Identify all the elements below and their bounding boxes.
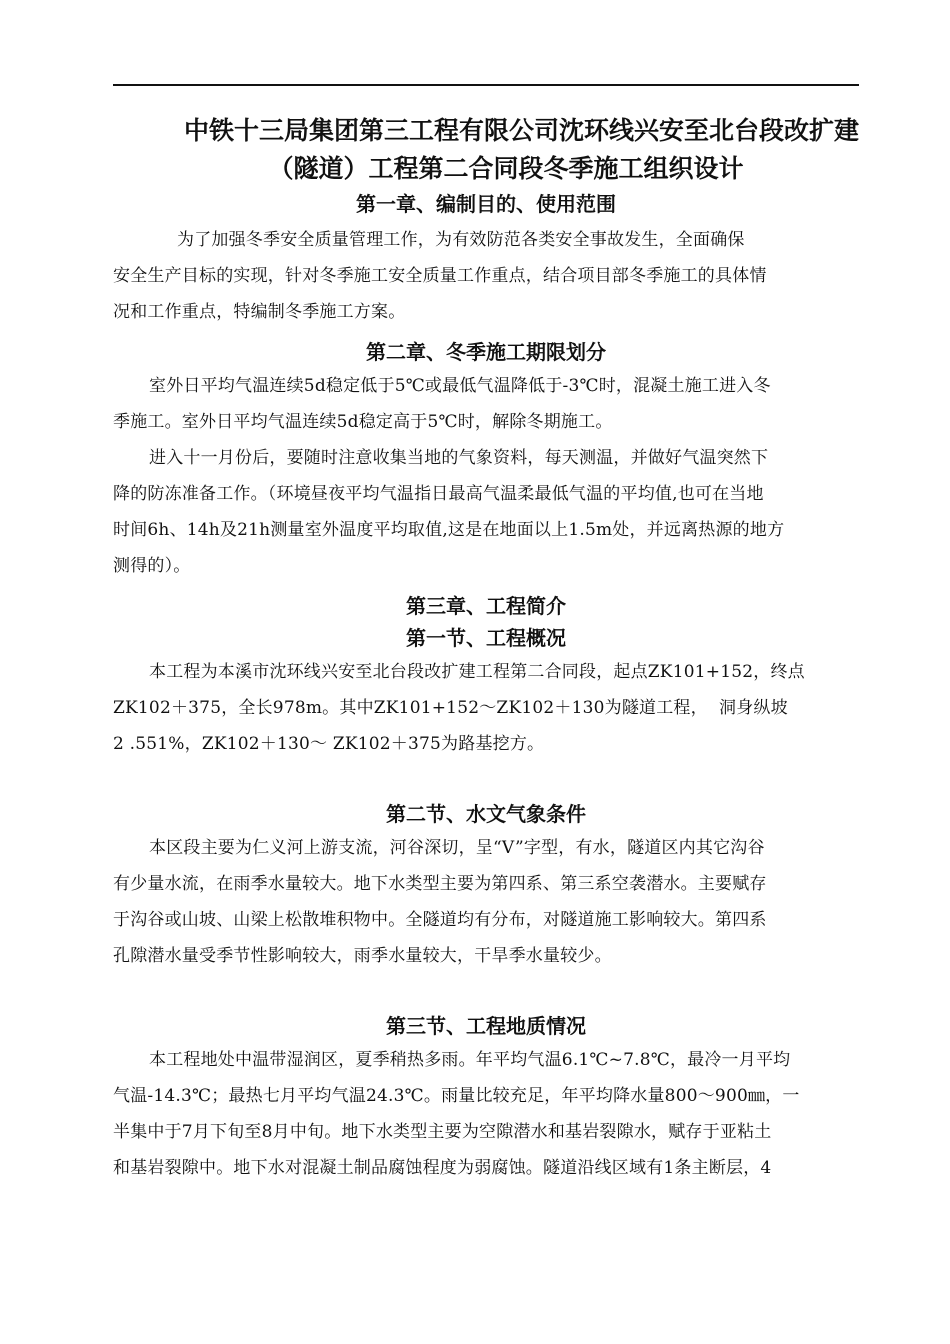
paragraph-line: 降的防冻准备工作。（环境昼夜平均气温指日最高气温柔最低气温的平均值,也可在当地 (113, 484, 764, 504)
paragraph-line: 孔隙潜水量受季节性影响较大，雨季水量较大，干旱季水量较少。 (113, 946, 612, 966)
paragraph-line: 测得的）。 (113, 556, 191, 576)
paragraph-line: 季施工。室外日平均气温连续5d稳定高于5℃时，解除冬期施工。 (113, 412, 613, 432)
paragraph-line: 时间6h、14h及21h测量室外温度平均取值,这是在地面以上1.5m处，并远离热源的地方 (113, 520, 785, 540)
paragraph-line: 本工程为本溪市沈环线兴安至北台段改扩建工程第二合同段，起点ZK101+152，终点 (149, 662, 805, 682)
chapter-3-heading: 第三章、工程简介 (406, 594, 566, 618)
paragraph-line: 气温-14.3℃；最热七月平均气温24.3℃。雨量比较充足，年平均降水量800～900㎜，一 (113, 1086, 800, 1106)
chapter-2-paragraph-1 (113, 368, 859, 440)
paragraph-line: 于沟谷或山坡、山梁上松散堆积物中。全隧道均有分布，对隧道施工影响较大。第四系 (113, 910, 767, 930)
document-body (113, 112, 859, 1186)
section-3-heading: 第三节、工程地质情况 (386, 1014, 586, 1038)
paragraph-line: 安全生产目标的实现，针对冬季施工安全质量工作重点，结合项目部冬季施工的具体情 (113, 266, 767, 286)
document-title (113, 112, 859, 188)
paragraph-line: 室外日平均气温连续5d稳定低于5℃或最低气温降低于-3℃时，混凝土施工进入冬 (149, 376, 771, 396)
paragraph-line: 本区段主要为仁义河上游支流，河谷深切，呈“V”字型，有水，隧道区内其它沟谷 (149, 838, 765, 858)
section-1-heading: 第一节、工程概况 (406, 626, 566, 650)
section-3-paragraph (113, 1042, 859, 1186)
paragraph-line: 况和工作重点，特编制冬季施工方案。 (113, 302, 406, 322)
chapter-1-heading: 第一章、编制目的、使用范围 (356, 192, 616, 216)
document-title-line-1: 中铁十三局集团第三工程有限公司沈环线兴安至北台段改扩建 (183, 116, 859, 145)
chapter-2-heading: 第二章、冬季施工期限划分 (366, 340, 606, 364)
paragraph-line: 半集中于7月下旬至8月中旬。地下水类型主要为空隙潜水和基岩裂隙水，赋存于亚粘土 (113, 1122, 772, 1142)
paragraph-line: 和基岩裂隙中。地下水对混凝土制品腐蚀程度为弱腐蚀。隧道沿线区域有1条主断层，4 (113, 1158, 772, 1178)
paragraph-line: 本工程地处中温带湿润区，夏季稍热多雨。年平均气温6.1℃~7.8℃，最冷一月平均 (149, 1050, 791, 1070)
section-2-paragraph (113, 830, 859, 974)
section-2-heading: 第二节、水文气象条件 (386, 802, 586, 826)
chapter-1-paragraph (113, 222, 859, 330)
document-title-line-2: （隧道）工程第二合同段冬季施工组织设计 (268, 154, 744, 183)
header-rule (113, 84, 859, 86)
paragraph-line: ZK102＋375，全长978m。其中ZK101+152～ZK102＋130为隧道工程， 洞身纵坡 (113, 698, 788, 718)
paragraph-line: 2 .551%，ZK102＋130～ ZK102＋375为路基挖方。 (113, 734, 545, 754)
section-1-paragraph (113, 654, 859, 762)
paragraph-line: 为了加强冬季安全质量管理工作，为有效防范各类安全事故发生，全面确保 (177, 230, 745, 250)
paragraph-line: 有少量水流，在雨季水量较大。地下水类型主要为第四系、第三系空袭潜水。主要赋存 (113, 874, 767, 894)
paragraph-line: 进入十一月份后，要随时注意收集当地的气象资料，每天测温，并做好气温突然下 (149, 448, 769, 468)
chapter-2-paragraph-2 (113, 440, 859, 584)
